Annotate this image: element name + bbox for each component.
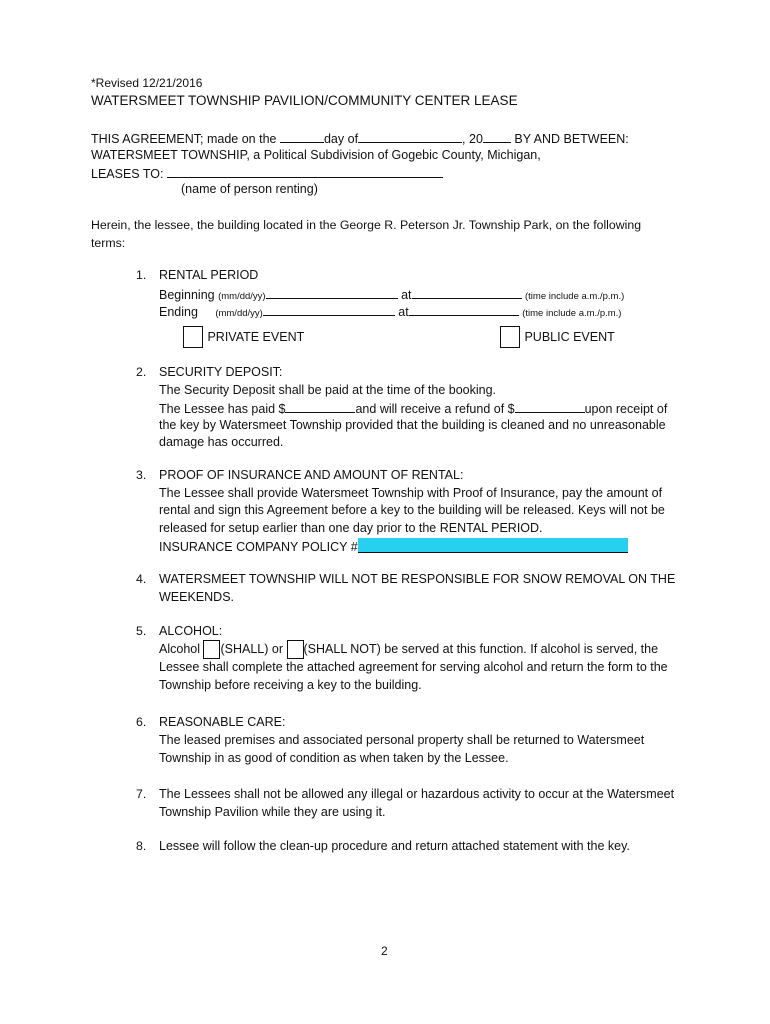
policy-label: INSURANCE COMPANY POLICY # (159, 540, 358, 554)
section-8-number: 8. (136, 839, 147, 853)
herein-paragraph: Herein, the lessee, the building located in the George R. Peterson Jr. Township Park, on the following terms: (91, 218, 642, 250)
document-title: WATERSMEET TOWNSHIP PAVILION/COMMUNITY CENTER LEASE (91, 93, 518, 108)
name-hint: (name of person renting) (181, 182, 318, 196)
alcohol-label: Alcohol (159, 641, 200, 656)
beginning-row (159, 286, 624, 302)
private-event-checkbox[interactable] (183, 326, 203, 348)
agreement-day-of: day of (323, 132, 359, 146)
ending-date-format: (mm/dd/yy) (215, 308, 263, 319)
public-event-checkbox[interactable] (500, 326, 520, 348)
refund-text: and will receive a refund of $ (355, 402, 515, 416)
care-line-2: Township in as good of condition as when taken by the Lessee. (159, 751, 509, 765)
section-2-title: SECURITY DEPOSIT: (159, 365, 283, 379)
agreement-made-on: THIS AGREEMENT; made on the (91, 132, 277, 146)
private-event-label: PRIVATE EVENT (207, 330, 305, 345)
section-6-title: REASONABLE CARE: (159, 715, 286, 729)
insurance-line-1: The Lessee shall provide Watersmeet Township with Proof of Insurance, pay the amount of (159, 486, 663, 500)
beginning-time-hint: (time include a.m./p.m.) (525, 291, 625, 302)
insurance-line-2: rental and sign this Agreement before a key to the building will be released. Keys will not be (159, 503, 665, 517)
policy-row (159, 538, 628, 554)
section-3-title: PROOF OF INSURANCE AND AMOUNT OF RENTAL: (159, 468, 464, 482)
ending-time-hint: (time include a.m./p.m.) (522, 308, 622, 319)
revised-date: *Revised 12/21/2016 (91, 76, 203, 90)
alcohol-row (159, 640, 658, 659)
shall-label: (SHALL) or (220, 641, 284, 656)
agreement-line (91, 130, 629, 146)
beginning-time-field[interactable] (412, 286, 522, 299)
care-line-1: The leased premises and associated personal property shall be returned to Watersmeet (159, 733, 645, 747)
section-2-number: 2. (136, 365, 147, 379)
section-7-number: 7. (136, 787, 147, 801)
shall-not-label: (SHALL NOT) be served at this function. If alcohol is served, the (303, 641, 659, 656)
public-event-option (500, 326, 615, 348)
cleanup-line: Lessee will follow the clean-up procedure and return attached statement with the key. (159, 839, 630, 853)
security-line-4: damage has occurred. (159, 435, 284, 449)
security-line-1: The Security Deposit shall be paid at the time of the booking. (159, 383, 496, 397)
agreement-year-prefix: , 20 (462, 132, 483, 146)
section-1-title: RENTAL PERIOD (159, 268, 259, 282)
beginning-date-field[interactable] (266, 286, 398, 299)
leases-to-label: LEASES TO: (91, 167, 164, 181)
ending-at-label: at (398, 305, 409, 319)
policy-number-field[interactable] (358, 538, 628, 553)
amount-paid-field[interactable] (285, 400, 355, 413)
year-blank-field[interactable] (483, 130, 511, 143)
security-line-2 (159, 400, 667, 416)
alcohol-line-3: Township before receiving a key to the building. (159, 678, 422, 692)
insurance-line-3: released for setup earlier than one day prior to the RENTAL PERIOD. (159, 521, 543, 535)
lessee-name-field[interactable] (167, 165, 443, 178)
beginning-at-label: at (401, 288, 412, 302)
private-event-option (183, 326, 304, 348)
lessor-line: WATERSMEET TOWNSHIP, a Political Subdivision of Gogebic County, Michigan, (91, 148, 541, 162)
ending-row (159, 303, 621, 319)
alcohol-shall-not-checkbox[interactable] (287, 640, 304, 659)
alcohol-line-2: Lessee shall complete the attached agreement for serving alcohol and return the form to the (159, 660, 668, 674)
day-blank-field[interactable] (280, 130, 324, 143)
section-1-number: 1. (136, 268, 147, 282)
beginning-label: Beginning (159, 288, 215, 302)
security-line-3: the key by Watersmeet Township provided that the building is cleaned and no unreasonable (159, 418, 666, 432)
page-number: 2 (381, 944, 388, 958)
month-blank-field[interactable] (358, 130, 462, 143)
public-event-label: PUBLIC EVENT (524, 330, 615, 345)
section-5-title: ALCOHOL: (159, 624, 223, 638)
upon-receipt-text: upon receipt of (584, 402, 668, 416)
section-5-number: 5. (136, 624, 147, 638)
snow-line-2: WEEKENDS. (159, 590, 235, 604)
ending-label: Ending (159, 305, 198, 319)
refund-amount-field[interactable] (515, 400, 585, 413)
section-4-number: 4. (136, 572, 147, 586)
activity-line-2: Township Pavilion while they are using it. (159, 805, 386, 819)
agreement-by-and-between: BY AND BETWEEN: (514, 132, 629, 146)
snow-line-1: WATERSMEET TOWNSHIP WILL NOT BE RESPONSIBLE FOR SNOW REMOVAL ON THE (159, 572, 676, 586)
activity-line-1: The Lessees shall not be allowed any illegal or hazardous activity to occur at the Watersmeet (159, 787, 675, 801)
section-6-number: 6. (136, 715, 147, 729)
leases-to-line (91, 165, 443, 181)
section-3-number: 3. (136, 468, 147, 482)
beginning-date-format: (mm/dd/yy) (218, 291, 266, 302)
alcohol-shall-checkbox[interactable] (203, 640, 220, 659)
ending-date-field[interactable] (263, 303, 395, 316)
lessee-paid-text: The Lessee has paid $ (159, 402, 286, 416)
ending-time-field[interactable] (409, 303, 519, 316)
